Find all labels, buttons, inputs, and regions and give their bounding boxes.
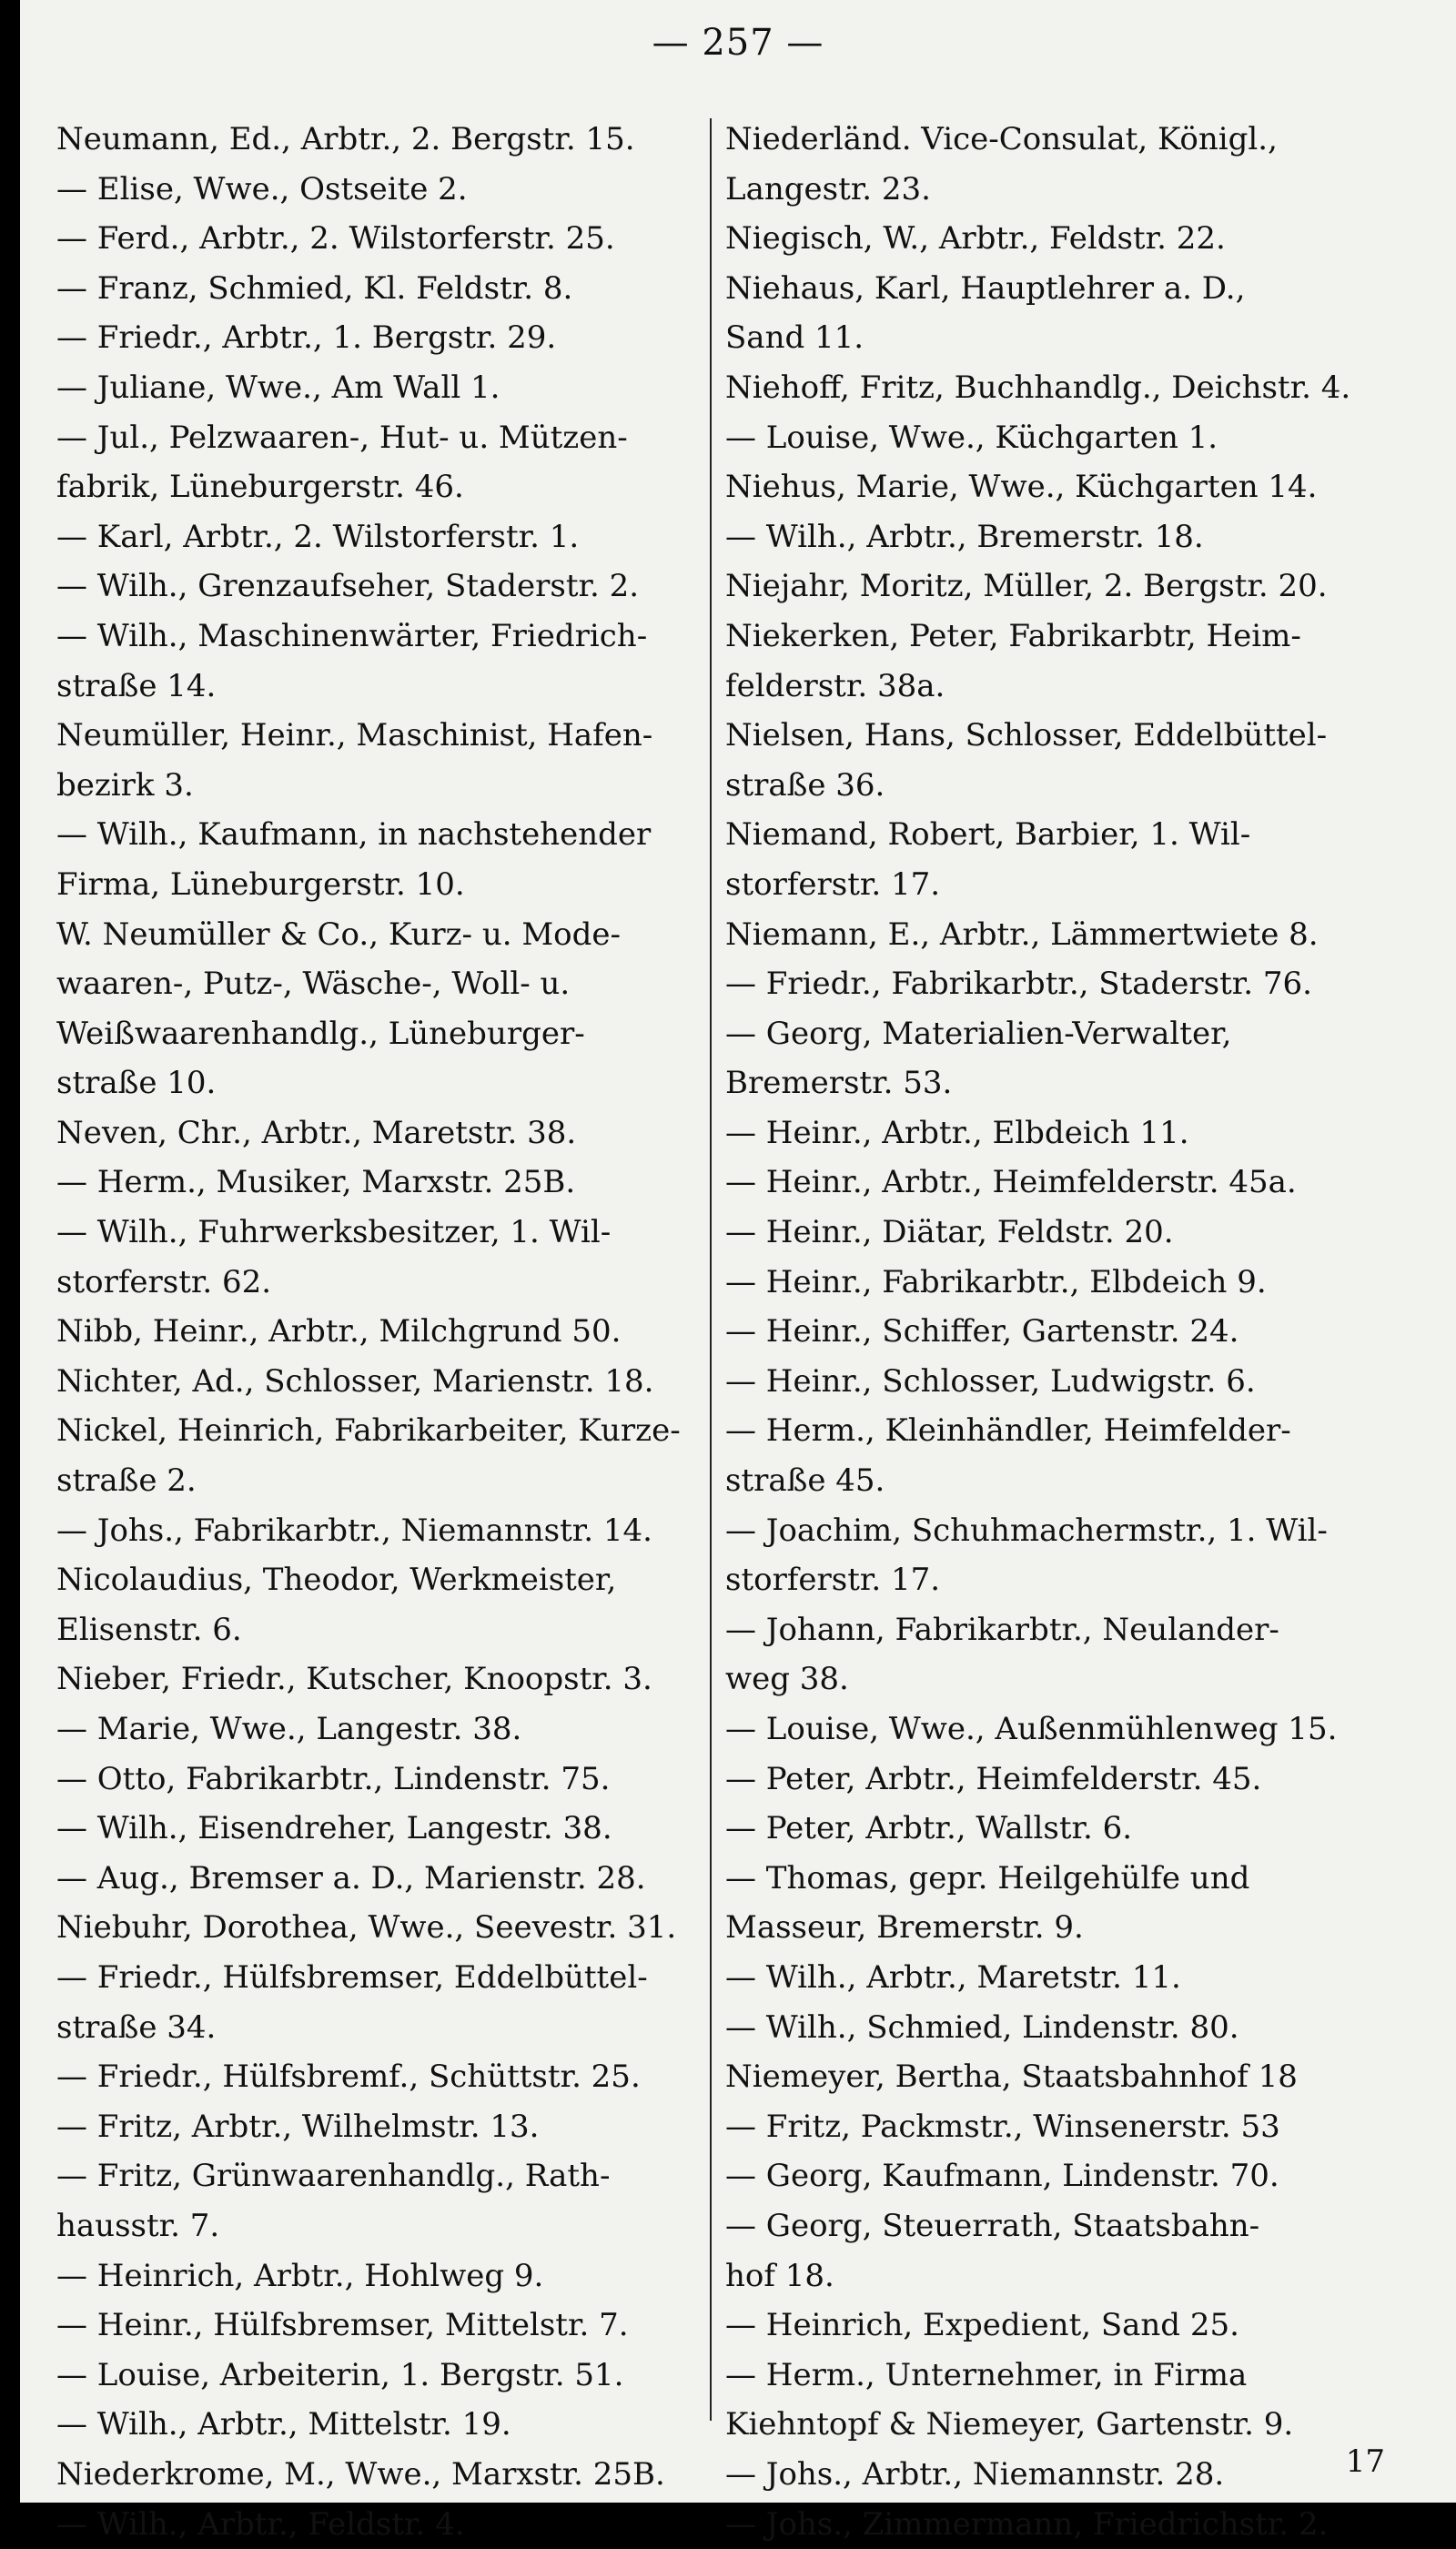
directory-line: — Johann, Fabrikarbtr., Neulander- (725, 1605, 1417, 1655)
directory-line: Weißwaarenhandlg., Lüneburger- (56, 1009, 712, 1059)
right-column (725, 115, 1417, 2549)
directory-line: — Heinr., Diätar, Feldstr. 20. (725, 1208, 1417, 1258)
directory-line: — Fritz, Packmstr., Winsenerstr. 53 (725, 2102, 1417, 2152)
page-number: — 257 — (20, 22, 1456, 64)
directory-line: — Peter, Arbtr., Wallstr. 6. (725, 1804, 1417, 1854)
directory-line: — Heinr., Schiffer, Gartenstr. 24. (725, 1307, 1417, 1357)
directory-line: — Georg, Kaufmann, Lindenstr. 70. (725, 2151, 1417, 2201)
directory-line: Elisenstr. 6. (56, 1605, 712, 1655)
directory-line: — Jul., Pelzwaaren-, Hut- u. Mützen- (56, 413, 712, 463)
directory-line: Nichter, Ad., Schlosser, Marienstr. 18. (56, 1357, 712, 1407)
directory-line: — Juliane, Wwe., Am Wall 1. (56, 363, 712, 413)
directory-line: Nicolaudius, Theodor, Werkmeister, (56, 1555, 712, 1605)
directory-line: Masseur, Bremerstr. 9. (725, 1903, 1417, 1953)
directory-line: — Friedr., Arbtr., 1. Bergstr. 29. (56, 313, 712, 363)
directory-line: — Louise, Wwe., Küchgarten 1. (725, 413, 1417, 463)
directory-line: Niehus, Marie, Wwe., Küchgarten 14. (725, 462, 1417, 512)
directory-line: — Friedr., Hülfsbremser, Eddelbüttel- (56, 1953, 712, 2003)
directory-line: — Herm., Kleinhändler, Heimfelder- (725, 1406, 1417, 1456)
directory-line: — Ferd., Arbtr., 2. Wilstorferstr. 25. (56, 214, 712, 264)
directory-line: felderstr. 38a. (725, 662, 1417, 712)
directory-page (20, 0, 1456, 2503)
directory-line: Bremerstr. 53. (725, 1058, 1417, 1108)
directory-line: Neumüller, Heinr., Maschinist, Hafen- (56, 711, 712, 761)
directory-line: Niemann, E., Arbtr., Lämmertwiete 8. (725, 910, 1417, 960)
directory-line: — Peter, Arbtr., Heimfelderstr. 45. (725, 1755, 1417, 1805)
directory-line: Niejahr, Moritz, Müller, 2. Bergstr. 20. (725, 561, 1417, 612)
directory-line: — Otto, Fabrikarbtr., Lindenstr. 75. (56, 1755, 712, 1805)
directory-line: — Johs., Zimmermann, Friedrichstr. 2. (725, 2500, 1417, 2549)
directory-line: hausstr. 7. (56, 2201, 712, 2251)
directory-line: — Thomas, gepr. Heilgehülfe und (725, 1854, 1417, 1904)
directory-line: — Karl, Arbtr., 2. Wilstorferstr. 1. (56, 512, 712, 562)
directory-line: — Wilh., Arbtr., Mittelstr. 19. (56, 2400, 712, 2450)
directory-line: storferstr. 17. (725, 1555, 1417, 1605)
directory-line: — Fritz, Arbtr., Wilhelmstr. 13. (56, 2102, 712, 2152)
directory-line: — Johs., Fabrikarbtr., Niemannstr. 14. (56, 1506, 712, 1556)
directory-line: — Wilh., Eisendreher, Langestr. 38. (56, 1804, 712, 1854)
directory-line: Niegisch, W., Arbtr., Feldstr. 22. (725, 214, 1417, 264)
directory-line: — Wilh., Fuhrwerksbesitzer, 1. Wil- (56, 1208, 712, 1258)
directory-line: Nickel, Heinrich, Fabrikarbeiter, Kurze- (56, 1406, 712, 1456)
directory-line: Niemand, Robert, Barbier, 1. Wil- (725, 810, 1417, 860)
directory-line: — Wilh., Arbtr., Feldstr. 4. (56, 2500, 712, 2549)
directory-line: storferstr. 62. (56, 1258, 712, 1308)
directory-line: Niekerken, Peter, Fabrikarbtr, Heim- (725, 612, 1417, 662)
directory-line: — Friedr., Fabrikarbtr., Staderstr. 76. (725, 959, 1417, 1009)
directory-line: Niehaus, Karl, Hauptlehrer a. D., (725, 264, 1417, 314)
directory-line: Firma, Lüneburgerstr. 10. (56, 860, 712, 910)
directory-line: — Wilh., Grenzaufseher, Staderstr. 2. (56, 561, 712, 612)
directory-line: — Heinr., Arbtr., Heimfelderstr. 45a. (725, 1158, 1417, 1208)
left-column (56, 115, 712, 2549)
directory-line: — Heinr., Fabrikarbtr., Elbdeich 9. (725, 1258, 1417, 1308)
directory-line: Nielsen, Hans, Schlosser, Eddelbüttel- (725, 711, 1417, 761)
directory-line: bezirk 3. (56, 761, 712, 811)
directory-line: waaren-, Putz-, Wäsche-, Woll- u. (56, 959, 712, 1009)
directory-line: — Heinrich, Arbtr., Hohlweg 9. (56, 2251, 712, 2301)
directory-line: — Wilh., Kaufmann, in nachstehender (56, 810, 712, 860)
directory-line: Niemeyer, Bertha, Staatsbahnhof 18 (725, 2052, 1417, 2102)
directory-line: Niederländ. Vice-Consulat, Königl., (725, 115, 1417, 165)
directory-line: — Herm., Unternehmer, in Firma (725, 2351, 1417, 2401)
directory-line: Neven, Chr., Arbtr., Maretstr. 38. (56, 1108, 712, 1158)
directory-line: — Georg, Materialien-Verwalter, (725, 1009, 1417, 1059)
directory-line: Niederkrome, M., Wwe., Marxstr. 25B. (56, 2450, 712, 2500)
directory-line: straße 2. (56, 1456, 712, 1506)
directory-line: — Heinr., Schlosser, Ludwigstr. 6. (725, 1357, 1417, 1407)
directory-line: — Fritz, Grünwaarenhandlg., Rath- (56, 2151, 712, 2201)
directory-line: — Wilh., Maschinenwärter, Friedrich- (56, 612, 712, 662)
directory-line: — Heinr., Arbtr., Elbdeich 11. (725, 1108, 1417, 1158)
directory-line: storferstr. 17. (725, 860, 1417, 910)
directory-line: W. Neumüller & Co., Kurz- u. Mode- (56, 910, 712, 960)
directory-line: Sand 11. (725, 313, 1417, 363)
directory-line: — Heinr., Hülfsbremser, Mittelstr. 7. (56, 2301, 712, 2351)
directory-line: — Friedr., Hülfsbremf., Schüttstr. 25. (56, 2052, 712, 2102)
directory-line: Nibb, Heinr., Arbtr., Milchgrund 50. (56, 1307, 712, 1357)
directory-line: — Heinrich, Expedient, Sand 25. (725, 2301, 1417, 2351)
directory-line: Langestr. 23. (725, 165, 1417, 215)
directory-line: straße 10. (56, 1058, 712, 1108)
directory-line: Neumann, Ed., Arbtr., 2. Bergstr. 15. (56, 115, 712, 165)
directory-line: — Louise, Wwe., Außenmühlenweg 15. (725, 1704, 1417, 1755)
directory-line: weg 38. (725, 1654, 1417, 1704)
directory-line: — Georg, Steuerrath, Staatsbahn- (725, 2201, 1417, 2251)
directory-line: — Johs., Arbtr., Niemannstr. 28. (725, 2450, 1417, 2500)
directory-line: Niehoff, Fritz, Buchhandlg., Deichstr. 4. (725, 363, 1417, 413)
directory-line: — Wilh., Arbtr., Maretstr. 11. (725, 1953, 1417, 2003)
directory-line: straße 14. (56, 662, 712, 712)
directory-line: — Wilh., Schmied, Lindenstr. 80. (725, 2003, 1417, 2053)
column-divider (710, 118, 712, 2421)
directory-line: — Wilh., Arbtr., Bremerstr. 18. (725, 512, 1417, 562)
directory-line: Niebuhr, Dorothea, Wwe., Seevestr. 31. (56, 1903, 712, 1953)
directory-line: Kiehntopf & Niemeyer, Gartenstr. 9. (725, 2400, 1417, 2450)
directory-line: — Aug., Bremser a. D., Marienstr. 28. (56, 1854, 712, 1904)
directory-line: — Herm., Musiker, Marxstr. 25B. (56, 1158, 712, 1208)
directory-line: — Franz, Schmied, Kl. Feldstr. 8. (56, 264, 712, 314)
directory-line: — Elise, Wwe., Ostseite 2. (56, 165, 712, 215)
directory-line: straße 36. (725, 761, 1417, 811)
directory-line: — Marie, Wwe., Langestr. 38. (56, 1704, 712, 1755)
directory-line: fabrik, Lüneburgerstr. 46. (56, 462, 712, 512)
directory-line: hof 18. (725, 2251, 1417, 2301)
directory-line: — Joachim, Schuhmachermstr., 1. Wil- (725, 1506, 1417, 1556)
directory-line: Nieber, Friedr., Kutscher, Knoopstr. 3. (56, 1654, 712, 1704)
directory-line: — Louise, Arbeiterin, 1. Bergstr. 51. (56, 2351, 712, 2401)
directory-line: straße 34. (56, 2003, 712, 2053)
directory-line: straße 45. (725, 1456, 1417, 1506)
printer-signature: 17 (1346, 2443, 1385, 2480)
